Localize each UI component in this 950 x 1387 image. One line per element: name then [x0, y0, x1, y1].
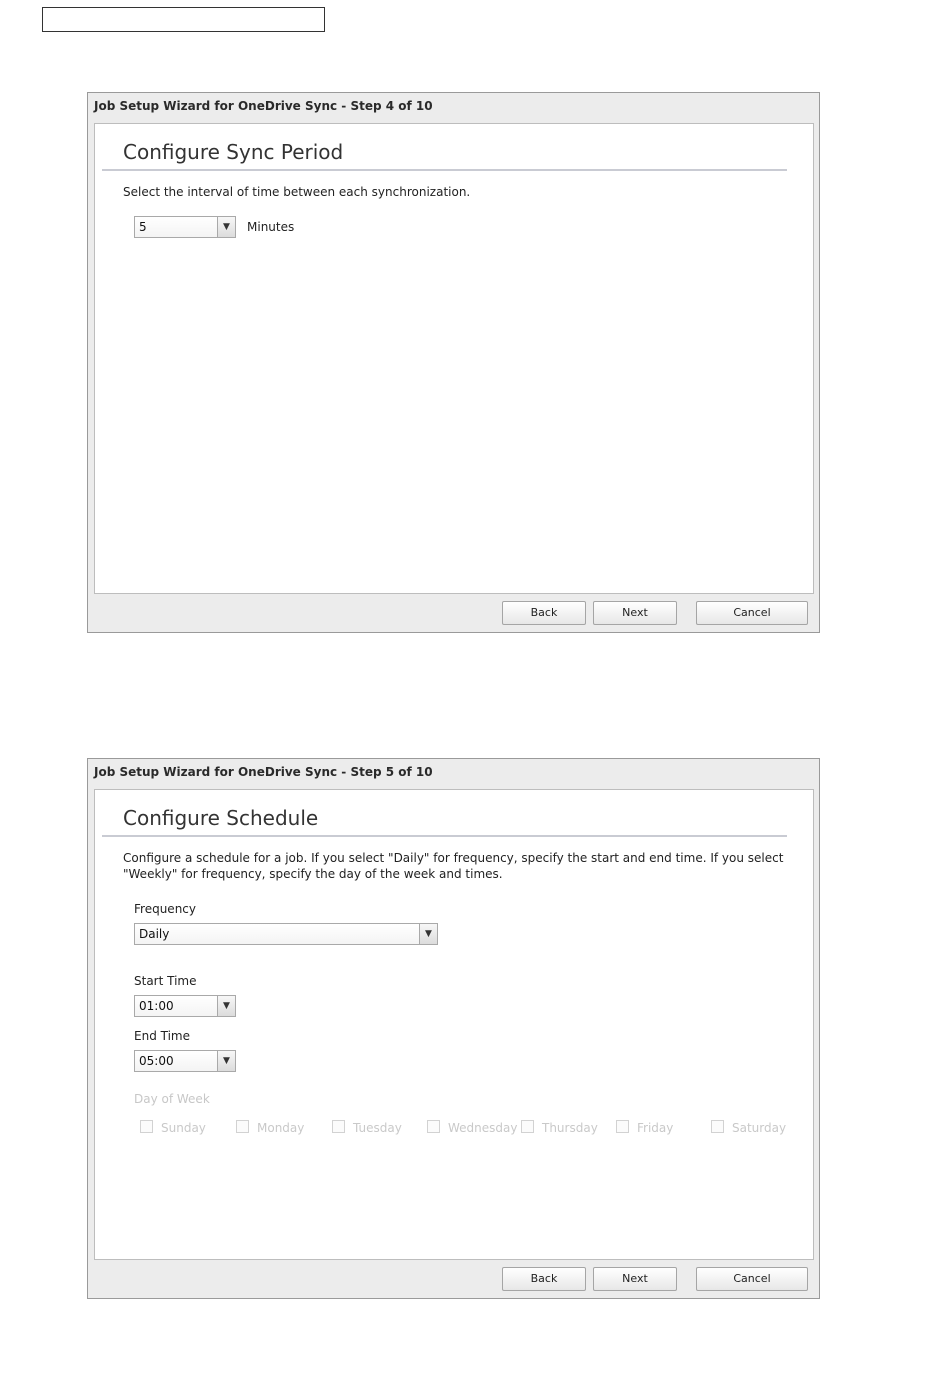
day-label: Sunday: [161, 1121, 206, 1135]
checkbox-icon[interactable]: [140, 1120, 153, 1133]
checkbox-icon[interactable]: [711, 1120, 724, 1133]
frequency-value: Daily: [139, 927, 170, 941]
day-label: Saturday: [732, 1121, 787, 1135]
chevron-down-icon[interactable]: ▼: [217, 217, 235, 237]
cancel-button[interactable]: Cancel: [696, 1267, 808, 1291]
interval-select[interactable]: [134, 216, 236, 238]
heading-divider: [102, 835, 787, 837]
end-time-select[interactable]: [134, 1050, 236, 1072]
back-button[interactable]: Back: [502, 1267, 586, 1291]
checkbox-icon[interactable]: [521, 1120, 534, 1133]
checkbox-icon[interactable]: [616, 1120, 629, 1133]
day-label: Thursday: [542, 1121, 598, 1135]
frequency-label: Frequency: [134, 902, 196, 916]
end-time-label: End Time: [134, 1029, 190, 1043]
day-checkbox-friday[interactable]: [616, 1120, 673, 1135]
interval-unit-label: Minutes: [247, 220, 295, 234]
day-checkbox-saturday[interactable]: [711, 1120, 786, 1135]
day-label: Friday: [637, 1121, 674, 1135]
panel-heading: Configure Schedule: [123, 806, 319, 830]
chevron-down-icon[interactable]: ▼: [217, 996, 235, 1016]
chevron-down-icon[interactable]: ▼: [419, 924, 437, 944]
day-checkbox-wednesday[interactable]: [427, 1120, 517, 1135]
panel-heading: Configure Sync Period: [123, 140, 344, 164]
cancel-button[interactable]: Cancel: [696, 601, 808, 625]
day-checkbox-monday[interactable]: [236, 1120, 304, 1135]
heading-divider: [102, 169, 787, 171]
start-time-value: 01:00: [139, 999, 174, 1013]
day-label: Monday: [257, 1121, 305, 1135]
frequency-select[interactable]: [134, 923, 438, 945]
day-label: Tuesday: [353, 1121, 402, 1135]
interval-value: 5: [139, 220, 147, 234]
sync-period-wizard: [87, 92, 820, 633]
start-time-label: Start Time: [134, 974, 197, 988]
page-header-box: [42, 7, 325, 32]
wizard-panel: [94, 123, 814, 594]
description-text: Configure a schedule for a job. If you select "Daily" for frequency, specify the start and end time. If you select "Weekly" for frequency, specify the day of the week and times.: [123, 851, 784, 881]
back-button[interactable]: Back: [502, 601, 586, 625]
chevron-down-icon[interactable]: ▼: [217, 1051, 235, 1071]
day-checkbox-tuesday[interactable]: [332, 1120, 402, 1135]
end-time-value: 05:00: [139, 1054, 174, 1068]
day-of-week-label: Day of Week: [134, 1092, 210, 1106]
day-label: Wednesday: [448, 1121, 518, 1135]
wizard-panel: [94, 789, 814, 1260]
start-time-select[interactable]: [134, 995, 236, 1017]
checkbox-icon[interactable]: [332, 1120, 345, 1133]
checkbox-icon[interactable]: [427, 1120, 440, 1133]
description-text: Select the interval of time between each synchronization.: [123, 185, 471, 199]
next-button[interactable]: Next: [593, 601, 677, 625]
day-checkbox-sunday[interactable]: [140, 1120, 206, 1135]
next-button[interactable]: Next: [593, 1267, 677, 1291]
schedule-wizard: [87, 758, 820, 1299]
wizard-title: Job Setup Wizard for OneDrive Sync - Step 4 of 10: [94, 99, 433, 113]
wizard-title: Job Setup Wizard for OneDrive Sync - Step 5 of 10: [94, 765, 433, 779]
day-checkbox-thursday[interactable]: [521, 1120, 598, 1135]
checkbox-icon[interactable]: [236, 1120, 249, 1133]
